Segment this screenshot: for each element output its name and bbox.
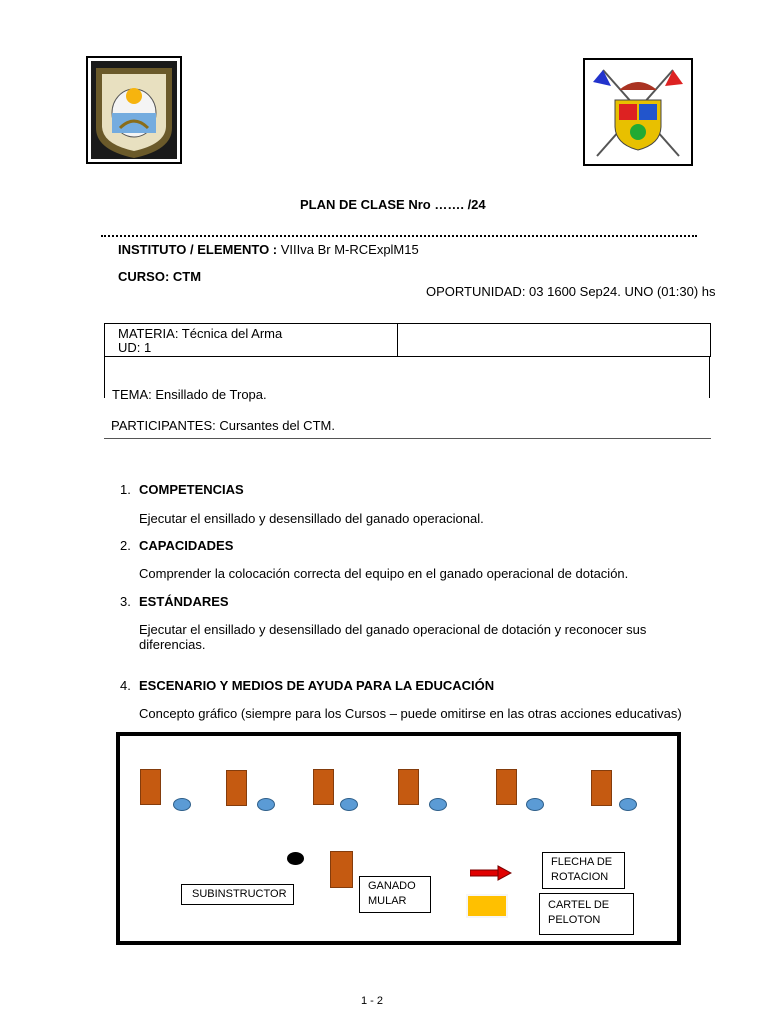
training-scenario-diagram xyxy=(116,732,681,945)
ud-text: UD: 1 xyxy=(118,340,152,355)
soldier-marker xyxy=(173,798,191,811)
section-2-number: 2. xyxy=(120,538,131,553)
instituto-line xyxy=(118,242,419,257)
mule-marker xyxy=(140,769,161,805)
dotted-separator xyxy=(101,235,697,237)
section-3-title: ESTÁNDARES xyxy=(139,594,229,609)
subinstructor-label: SUBINSTRUCTOR xyxy=(181,884,294,905)
mule-marker xyxy=(591,770,612,806)
section-1-body: Ejecutar el ensillado y desensillado del ganado operacional. xyxy=(139,511,484,526)
soldier-marker xyxy=(619,798,637,811)
section-2-title: CAPACIDADES xyxy=(139,538,234,553)
oportunidad-text: OPORTUNIDAD: 03 1600 Sep24. UNO (01:30) hs xyxy=(426,284,716,299)
horizontal-rule xyxy=(104,438,711,439)
section-2-body: Comprender la colocación correcta del equipo en el ganado operacional de dotación. xyxy=(139,566,629,581)
tema-text: TEMA: Ensillado de Tropa. xyxy=(112,387,267,402)
section-4-body: Concepto gráfico (siempre para los Cursos – puede omitirse en las otras acciones educativas) xyxy=(139,706,682,721)
page-number: 1 - 2 xyxy=(361,995,384,1007)
ganado-mular-label: GANADO MULAR xyxy=(359,876,431,913)
materia-text: MATERIA: Técnica del Arma xyxy=(118,326,283,341)
instituto-label: INSTITUTO / ELEMENTO : xyxy=(118,242,281,257)
participantes-text: PARTICIPANTES: Cursantes del CTM. xyxy=(111,418,335,433)
section-3-body-line-2: diferencias. xyxy=(139,637,206,652)
coat-of-arms-icon xyxy=(585,60,691,164)
mule-marker xyxy=(398,769,419,805)
soldier-marker xyxy=(429,798,447,811)
peloton-sign-marker xyxy=(466,894,508,918)
subinstructor-marker xyxy=(287,852,304,865)
flecha-rotacion-label: FLECHA DE ROTACION xyxy=(542,852,625,889)
section-1-title: COMPETENCIAS xyxy=(139,482,244,497)
soldier-marker xyxy=(340,798,358,811)
page-title: PLAN DE CLASE Nro ……. /24 xyxy=(300,197,486,212)
shield-emblem-icon xyxy=(88,58,180,162)
rotation-arrow-icon xyxy=(470,865,512,881)
mule-marker xyxy=(313,769,334,805)
institute-logo-left xyxy=(86,56,182,164)
section-4-title: ESCENARIO Y MEDIOS DE AYUDA PARA LA EDUCACIÓN xyxy=(139,678,495,693)
mule-marker xyxy=(226,770,247,806)
regiment-logo-right xyxy=(583,58,693,166)
section-1-number: 1. xyxy=(120,482,131,497)
cartel-peloton-label: CARTEL DE PELOTON xyxy=(539,893,634,935)
mule-marker xyxy=(496,769,517,805)
section-3-body-line-1: Ejecutar el ensillado y desensillado del ganado operacional de dotación y reconocer sus xyxy=(139,622,647,637)
curso-label: CURSO: CTM xyxy=(118,269,202,284)
section-4-number: 4. xyxy=(120,678,131,693)
section-3-number: 3. xyxy=(120,594,131,609)
soldier-marker xyxy=(526,798,544,811)
soldier-marker xyxy=(257,798,275,811)
demo-mule-marker xyxy=(330,851,353,888)
instituto-value: VIIIva Br M-RCExplM15 xyxy=(280,242,419,257)
